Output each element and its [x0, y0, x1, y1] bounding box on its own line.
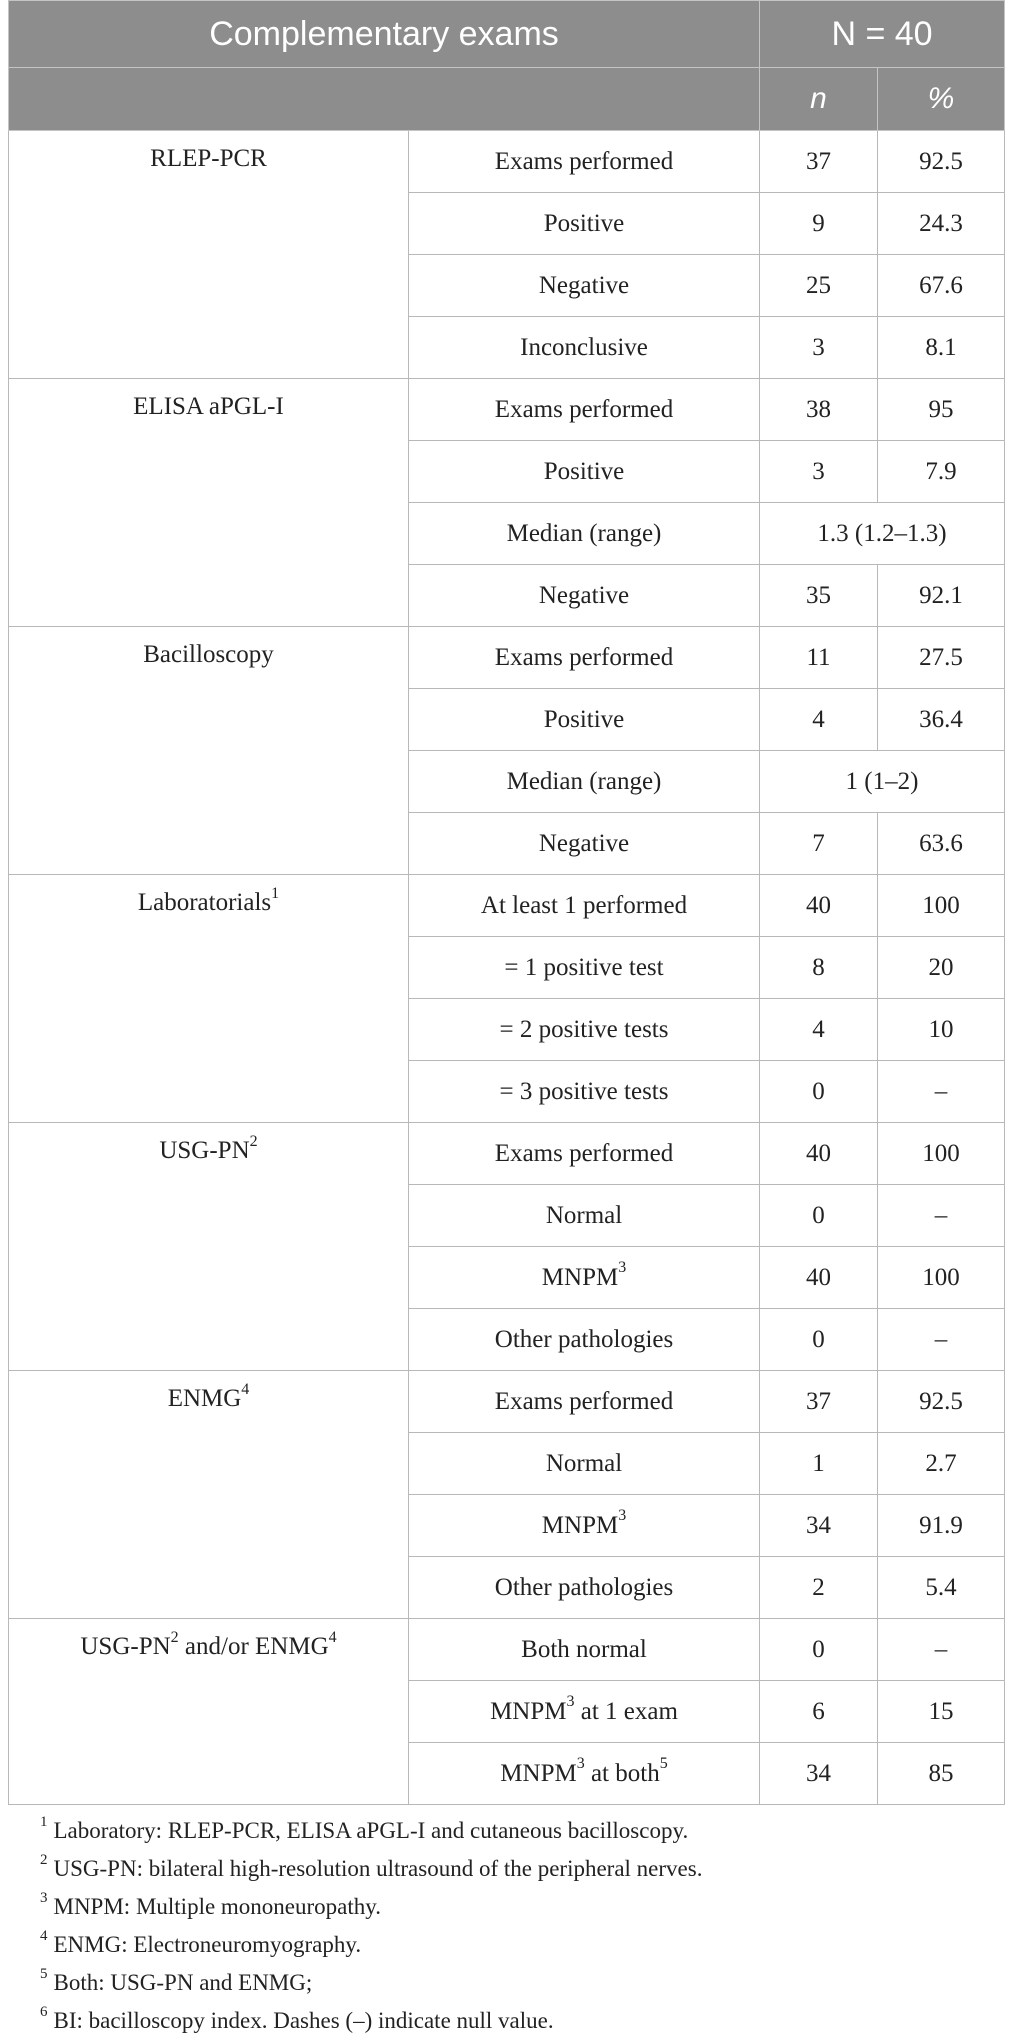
- row-label-cell: [409, 193, 760, 255]
- footnote-mark: 1: [40, 1814, 48, 1831]
- row-label-cell: [409, 565, 760, 627]
- n-cell: 0: [760, 1185, 878, 1247]
- row-label-cell: [409, 503, 760, 565]
- row-label-cell: [409, 751, 760, 813]
- footnote-text: Laboratory: RLEP-PCR, ELISA aPGL-I and cutaneous bacilloscopy.: [53, 1818, 689, 1843]
- pct-cell: –: [878, 1619, 1005, 1681]
- footnote-mark: 5: [40, 1966, 48, 1983]
- group-label: USG-PN: [159, 1137, 250, 1164]
- group-label-cell: [9, 875, 409, 1123]
- footnote-mark: 3: [40, 1890, 48, 1907]
- footnote-ref: 4: [241, 1380, 250, 1398]
- row-label-cell: [409, 813, 760, 875]
- table-row: [9, 1371, 1005, 1433]
- n-cell: 40: [760, 1247, 878, 1309]
- n-cell: 37: [760, 131, 878, 193]
- row-label: MNPM: [490, 1697, 567, 1725]
- pct-cell: 7.9: [878, 441, 1005, 503]
- row-label-cell: [409, 1619, 760, 1681]
- group-label-cell: [9, 1123, 409, 1371]
- exams-table: [8, 0, 1005, 1805]
- footnote: [40, 1850, 990, 1888]
- footnote-mark: 6: [40, 2004, 48, 2021]
- footnote-ref: 4: [328, 1628, 337, 1646]
- row-label-cell: [409, 1743, 760, 1805]
- row-label-cell: [409, 875, 760, 937]
- n-cell: 35: [760, 565, 878, 627]
- footnote: [40, 2002, 990, 2040]
- row-label-tail: at 1 exam: [574, 1697, 678, 1725]
- table-body: [9, 131, 1005, 1805]
- row-label: MNPM: [541, 1511, 619, 1539]
- pct-cell: 91.9: [878, 1495, 1005, 1557]
- n-cell: 3: [760, 317, 878, 379]
- pct-cell: 15: [878, 1681, 1005, 1743]
- row-label-cell: [409, 317, 760, 379]
- n-cell: 7: [760, 813, 878, 875]
- n-cell: 34: [760, 1495, 878, 1557]
- row-label-cell: [409, 1371, 760, 1433]
- row-label-tail: at both: [584, 1759, 660, 1787]
- row-label: = 3 positive tests: [499, 1077, 669, 1105]
- row-label: Positive: [543, 209, 625, 237]
- row-label-cell: [409, 689, 760, 751]
- footnote-text: ENMG: Electroneuromyography.: [53, 1932, 362, 1957]
- pct-cell: 8.1: [878, 317, 1005, 379]
- group-label-mid: and/or ENMG: [178, 1633, 329, 1660]
- n-cell: 37: [760, 1371, 878, 1433]
- row-label-cell: [409, 1681, 760, 1743]
- group-label-cell: [9, 1371, 409, 1619]
- table-row: [9, 1123, 1005, 1185]
- n-cell: 40: [760, 1123, 878, 1185]
- pct-cell: 100: [878, 1247, 1005, 1309]
- footnote-ref: 3: [566, 1693, 575, 1711]
- footnote-text: MNPM: Multiple mononeuropathy.: [53, 1894, 382, 1919]
- n-cell: 0: [760, 1309, 878, 1371]
- n-cell: 9: [760, 193, 878, 255]
- pct-cell: 92.5: [878, 1371, 1005, 1433]
- row-label: Normal: [545, 1449, 623, 1477]
- header-blank: [9, 68, 760, 131]
- row-label-cell: [409, 1247, 760, 1309]
- row-label: Positive: [543, 457, 625, 485]
- n-cell: 34: [760, 1743, 878, 1805]
- n-cell: 1: [760, 1433, 878, 1495]
- header-col-n: n: [760, 68, 878, 131]
- row-label: Median (range): [506, 519, 662, 547]
- footnote-ref: 2: [170, 1628, 179, 1646]
- row-label: Negative: [538, 829, 630, 857]
- row-label-cell: [409, 999, 760, 1061]
- row-label: Both normal: [521, 1635, 647, 1663]
- pct-cell: 67.6: [878, 255, 1005, 317]
- n-cell: 3: [760, 441, 878, 503]
- n-cell: 2: [760, 1557, 878, 1619]
- n-cell: 6: [760, 1681, 878, 1743]
- n-cell: 0: [760, 1619, 878, 1681]
- row-label: Median (range): [506, 767, 662, 795]
- n-cell: 4: [760, 689, 878, 751]
- merged-value-cell: 1 (1–2): [760, 751, 1005, 813]
- n-cell: 38: [760, 379, 878, 441]
- row-label: = 2 positive tests: [499, 1015, 669, 1043]
- group-label-cell: [9, 131, 409, 379]
- pct-cell: 92.5: [878, 131, 1005, 193]
- n-cell: 8: [760, 937, 878, 999]
- group-label: RLEP-PCR: [150, 145, 267, 172]
- table-row: [9, 379, 1005, 441]
- pct-cell: 5.4: [878, 1557, 1005, 1619]
- row-label-cell: [409, 1495, 760, 1557]
- footnote-mark: 2: [40, 1852, 48, 1869]
- pct-cell: –: [878, 1185, 1005, 1247]
- row-label: MNPM: [541, 1263, 619, 1291]
- pct-cell: 100: [878, 1123, 1005, 1185]
- row-label: Exams performed: [494, 395, 674, 423]
- pct-cell: 2.7: [878, 1433, 1005, 1495]
- n-cell: 40: [760, 875, 878, 937]
- row-label-cell: [409, 131, 760, 193]
- footnote-ref: 3: [576, 1755, 585, 1773]
- table-row: [9, 1619, 1005, 1681]
- row-label: = 1 positive test: [504, 953, 664, 981]
- row-label-cell: [409, 255, 760, 317]
- pct-cell: 36.4: [878, 689, 1005, 751]
- footnote-ref: 3: [618, 1507, 627, 1525]
- row-label: Other pathologies: [494, 1573, 674, 1601]
- row-label-cell: [409, 441, 760, 503]
- header-title: Complementary exams: [9, 1, 760, 68]
- group-label: USG-PN: [80, 1633, 171, 1660]
- row-label: Exams performed: [494, 1387, 674, 1415]
- row-label: Exams performed: [494, 1139, 674, 1167]
- footnote: [40, 1812, 990, 1850]
- row-label-cell: [409, 1061, 760, 1123]
- footnote-ref: 2: [249, 1132, 258, 1150]
- footnote: [40, 1964, 990, 2002]
- group-label: ELISA aPGL-I: [133, 393, 284, 420]
- group-label: Laboratorials: [137, 889, 272, 916]
- pct-cell: 100: [878, 875, 1005, 937]
- pct-cell: 95: [878, 379, 1005, 441]
- row-label: Exams performed: [494, 147, 674, 175]
- group-label: Bacilloscopy: [143, 641, 274, 668]
- row-label: Exams performed: [494, 643, 674, 671]
- pct-cell: 27.5: [878, 627, 1005, 689]
- footnotes: [40, 1812, 990, 2040]
- row-label-cell: [409, 1185, 760, 1247]
- row-label: Positive: [543, 705, 625, 733]
- row-label: Inconclusive: [520, 333, 648, 361]
- pct-cell: 85: [878, 1743, 1005, 1805]
- footnote-mark: 4: [40, 1928, 48, 1945]
- row-label-cell: [409, 1557, 760, 1619]
- row-label: At least 1 performed: [480, 891, 688, 919]
- pct-cell: –: [878, 1061, 1005, 1123]
- footnote-text: USG-PN: bilateral high-resolution ultrasound of the peripheral nerves.: [53, 1856, 703, 1881]
- group-label-cell: [9, 379, 409, 627]
- footnote-text: BI: bacilloscopy index. Dashes (–) indicate null value.: [53, 2008, 554, 2033]
- footnote-ref: 5: [659, 1755, 668, 1773]
- pct-cell: 24.3: [878, 193, 1005, 255]
- row-label-cell: [409, 1433, 760, 1495]
- row-label-cell: [409, 1123, 760, 1185]
- footnote: [40, 1926, 990, 1964]
- pct-cell: –: [878, 1309, 1005, 1371]
- footnote-ref: 3: [618, 1259, 627, 1277]
- n-cell: 0: [760, 1061, 878, 1123]
- header-total: N = 40: [760, 1, 1005, 68]
- pct-cell: 20: [878, 937, 1005, 999]
- row-label: Negative: [538, 271, 630, 299]
- footnote: [40, 1888, 990, 1926]
- row-label-cell: [409, 937, 760, 999]
- merged-value-cell: 1.3 (1.2–1.3): [760, 503, 1005, 565]
- row-label-cell: [409, 379, 760, 441]
- group-label-cell: [9, 1619, 409, 1805]
- pct-cell: 92.1: [878, 565, 1005, 627]
- row-label: Negative: [538, 581, 630, 609]
- n-cell: 4: [760, 999, 878, 1061]
- table-row: [9, 875, 1005, 937]
- group-label: ENMG: [167, 1385, 242, 1412]
- row-label: MNPM: [500, 1759, 577, 1787]
- row-label: Other pathologies: [494, 1325, 674, 1353]
- table-row: [9, 131, 1005, 193]
- header-col-pct: %: [878, 68, 1005, 131]
- n-cell: 25: [760, 255, 878, 317]
- pct-cell: 10: [878, 999, 1005, 1061]
- row-label-cell: [409, 1309, 760, 1371]
- pct-cell: 63.6: [878, 813, 1005, 875]
- table-row: [9, 627, 1005, 689]
- row-label: Normal: [545, 1201, 623, 1229]
- table-header: [9, 1, 1005, 131]
- footnote-ref: 1: [271, 884, 280, 902]
- footnote-text: Both: USG-PN and ENMG;: [53, 1970, 313, 1995]
- n-cell: 11: [760, 627, 878, 689]
- group-label-cell: [9, 627, 409, 875]
- row-label-cell: [409, 627, 760, 689]
